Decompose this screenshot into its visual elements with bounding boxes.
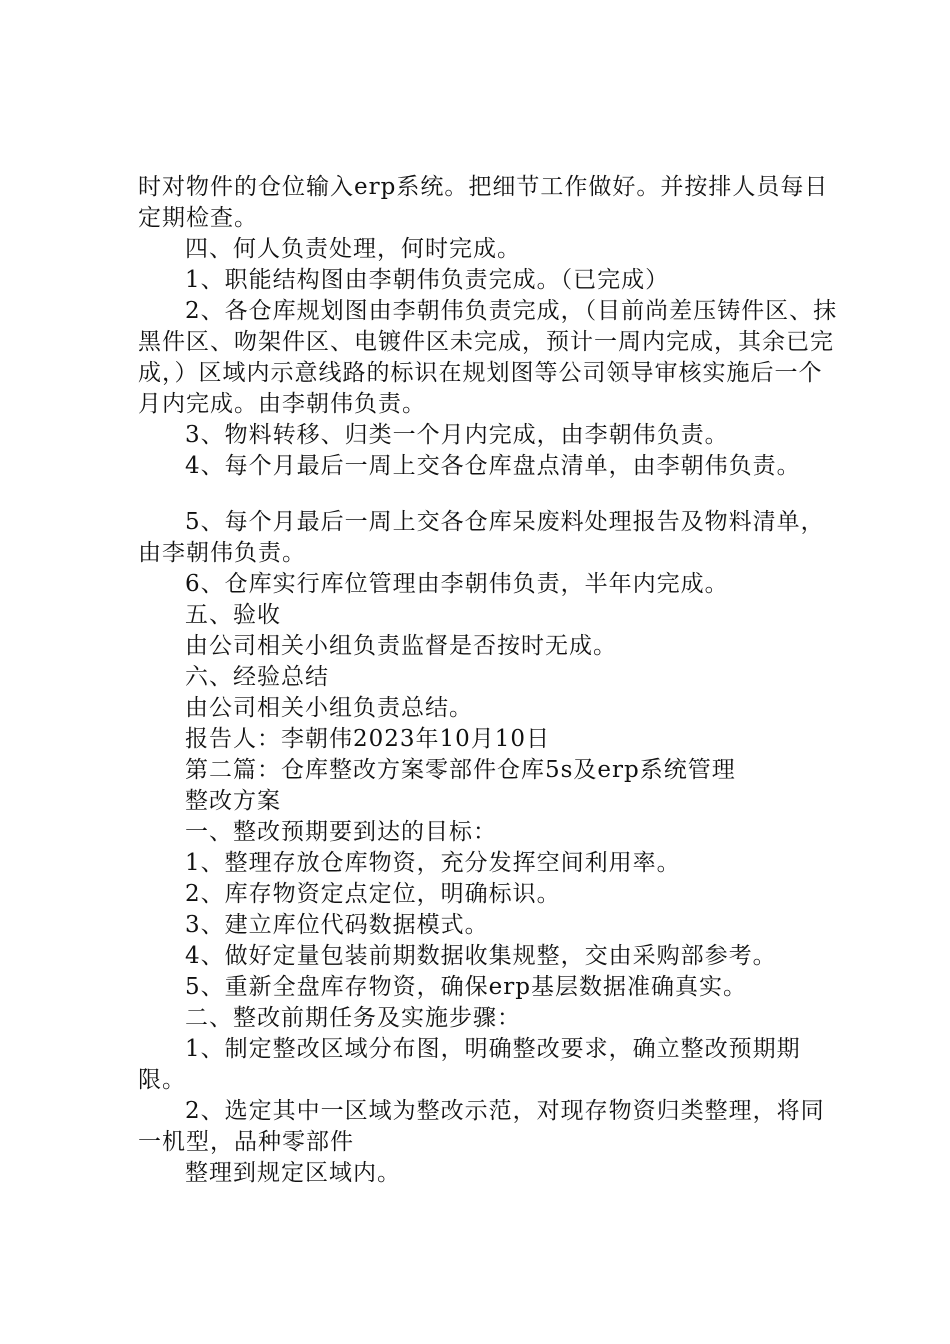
paragraph-21: 5、重新全盘库存物资，确保erp基层数据准确真实。 [185, 974, 747, 1000]
paragraph-2: 四、何人负责处理，何时完成。 [185, 236, 521, 262]
paragraph-24: 2、选定其中一区域为整改示范，对现存物资归类整理，将同一机型，品种零部件 [138, 1098, 825, 1155]
document-body [138, 172, 838, 1189]
paragraph-3: 1、职能结构图由李朝伟负责完成。（已完成） [185, 267, 670, 293]
paragraph-13: 报告人：李朝伟2023年10月10日 [185, 726, 551, 752]
paragraph-22: 二、整改前期任务及实施步骤： [185, 1005, 521, 1031]
paragraph-16: 一、整改预期要到达的目标： [185, 819, 497, 845]
paragraph-7: 5、每个月最后一周上交各仓库呆废料处理报告及物料清单，由李朝伟负责。 [138, 509, 825, 566]
paragraph-9: 五、验收 [185, 602, 281, 628]
paragraph-23: 1、制定整改区域分布图，明确整改要求，确立整改预期期限。 [138, 1036, 801, 1093]
paragraph-11: 六、经验总结 [185, 664, 329, 690]
paragraph-15: 整改方案 [185, 788, 281, 814]
paragraph-19: 3、建立库位代码数据模式。 [185, 912, 489, 938]
paragraph-17: 1、整理存放仓库物资，充分发挥空间利用率。 [185, 850, 681, 876]
paragraph-gap [138, 482, 838, 507]
paragraph-25: 整理到规定区域内。 [185, 1160, 401, 1186]
paragraph-12: 由公司相关小组负责总结。 [185, 695, 473, 721]
paragraph-20: 4、做好定量包装前期数据收集规整，交由采购部参考。 [185, 943, 777, 969]
paragraph-14: 第二篇：仓库整改方案零部件仓库5s及erp系统管理 [185, 757, 736, 783]
paragraph-5: 3、物料转移、归类一个月内完成，由李朝伟负责。 [185, 422, 729, 448]
paragraph-1: 时对物件的仓位输入erp系统。把细节工作做好。并按排人员每日定期检查。 [138, 174, 829, 231]
paragraph-4: 2、各仓库规划图由李朝伟负责完成，（目前尚差压铸件区、抹黑件区、吻架件区、电镀件区未完成，预计一周内完成，其余已完成，）区域内示意线路的标识在规划图等公司领导审核实施后一个月内完成。由李朝伟负责。 [138, 298, 838, 417]
paragraph-18: 2、库存物资定点定位，明确标识。 [185, 881, 561, 907]
paragraph-10: 由公司相关小组负责监督是否按时无成。 [185, 633, 617, 659]
paragraph-6: 4、每个月最后一周上交各仓库盘点清单，由李朝伟负责。 [185, 453, 801, 479]
paragraph-8: 6、仓库实行库位管理由李朝伟负责，半年内完成。 [185, 571, 729, 597]
